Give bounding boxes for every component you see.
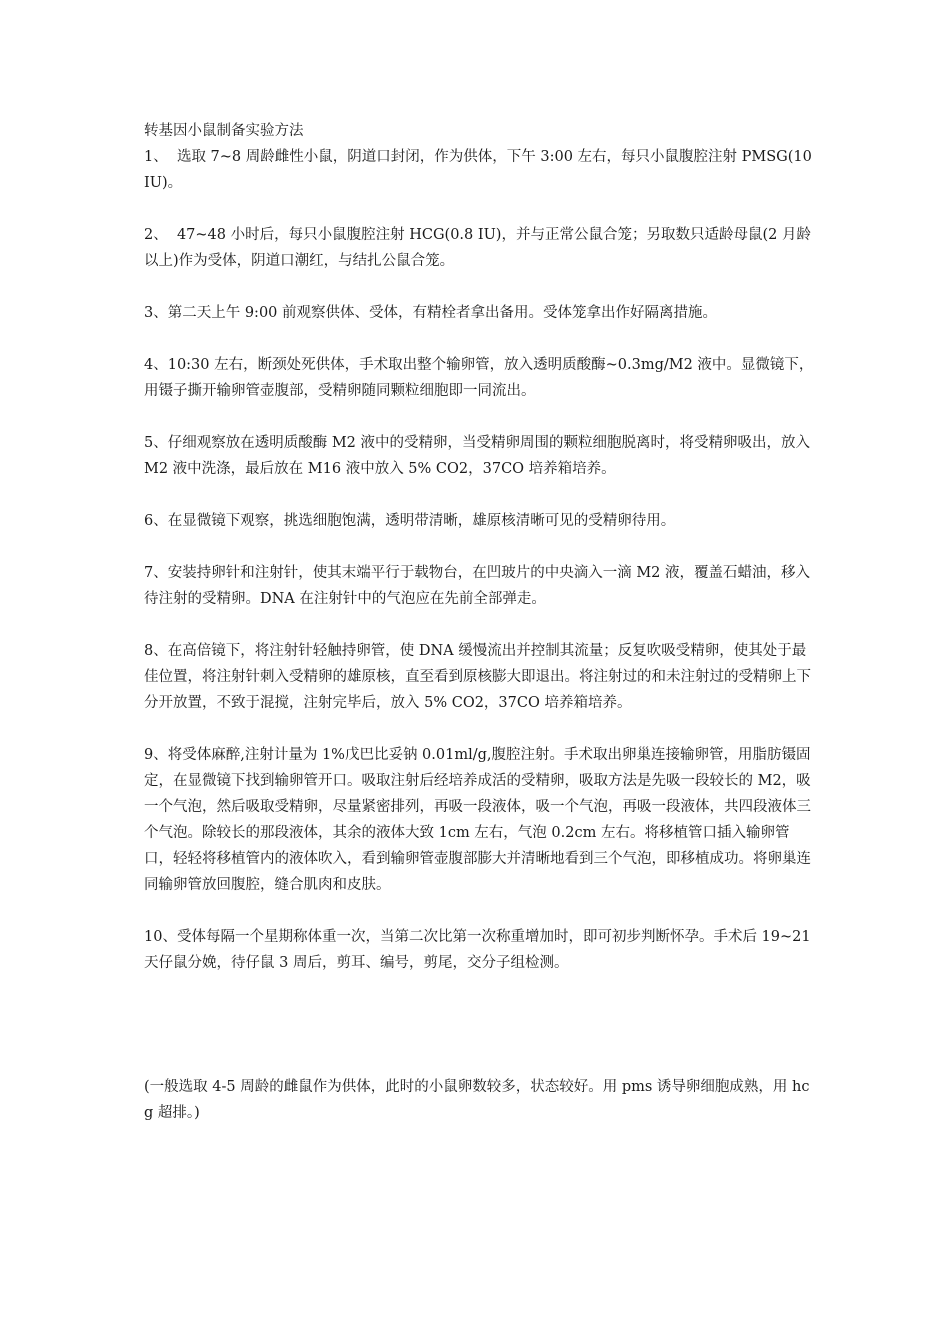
footnote: (一般选取 4-5 周龄的雌鼠作为供体，此时的小鼠卵数较多，状态较好。用 pms 诱导卵细胞成熟，用 hcg 超排。) (144, 1079, 810, 1121)
step-3: 3、第二天上午 9:00 前观察供体、受体，有精栓者拿出备用。受体笼拿出作好隔离措施。 (144, 305, 718, 321)
step-7: 7、安装持卵针和注射针，使其末端平行于载物台，在凹玻片的中央滴入一滴 M2 液，覆盖石蜡油，移入待注射的受精卵。DNA 在注射针中的气泡应在先前全部弹走。 (144, 565, 811, 607)
step-8: 8、在高倍镜下，将注射针轻触持卵管，使 DNA 缓慢流出并控制其流量；反复吹吸受精卵，使其处于最佳位置，将注射针刺入受精卵的雄原核，直至看到原核膨大即退出。将注射过的和未注射过的受精卵上下分开放置，不致于混搅，注射完毕后，放入 5% CO2，37CO 培养箱培养。 (144, 643, 811, 711)
step-1: 1、 选取 7~8 周龄雌性小鼠，阴道口封闭，作为供体，下午 3:00 左右，每只小鼠腹腔注射 PMSG(10 IU)。 (144, 149, 817, 191)
step-6: 6、在显微镜下观察，挑选细胞饱满，透明带清晰，雄原核清晰可见的受精卵待用。 (144, 513, 676, 529)
document-title: 转基因小鼠制备实验方法 (144, 123, 304, 139)
step-2: 2、 47~48 小时后，每只小鼠腹腔注射 HCG(0.8 IU)，并与正常公鼠合笼；另取数只适龄母鼠(2 月龄以上)作为受体，阴道口潮红，与结扎公鼠合笼。 (144, 227, 811, 269)
document-body (144, 118, 816, 1002)
step-10: 10、受体每隔一个星期称体重一次，当第二次比第一次称重增加时，即可初步判断怀孕。手术后 19~21 天仔鼠分娩，待仔鼠 3 周后，剪耳、编号，剪尾，交分子组检测。 (144, 929, 816, 971)
step-5: 5、仔细观察放在透明质酸酶 M2 液中的受精卵，当受精卵周围的颗粒细胞脱离时，将受精卵吸出，放入 M2 液中洗涤，最后放在 M16 液中放入 5% CO2，37CO 培养箱培养。 (144, 435, 815, 477)
step-4: 4、10:30 左右，断颈处死供体，手术取出整个输卵管，放入透明质酸酶~0.3mg/M2 液中。显微镜下，用镊子撕开输卵管壶腹部，受精卵随同颗粒细胞即一同流出。 (144, 357, 814, 399)
step-9: 9、将受体麻醉,注射计量为 1%戊巴比妥钠 0.01ml/g,腹腔注射。手术取出卵巢连接输卵管，用脂肪镊固定，在显微镜下找到输卵管开口。吸取注射后经培养成活的受精卵，吸取方法是先吸一段较长的 M2，吸一个气泡，然后吸取受精卵，尽量紧密排列，再吸一段液体，吸一个气泡，再吸一段液体，共四段液体三个气泡。除较长的那段液体，其余的液体大致 1cm 左右，气泡 0.2cm 左右。将移植管口插入输卵管口，轻轻将移植管内的液体吹入，看到输卵管壶腹部膨大并清晰地看到三个气泡，即移植成功。将卵巢连同输卵管放回腹腔，缝合肌肉和皮肤。 (144, 747, 811, 893)
